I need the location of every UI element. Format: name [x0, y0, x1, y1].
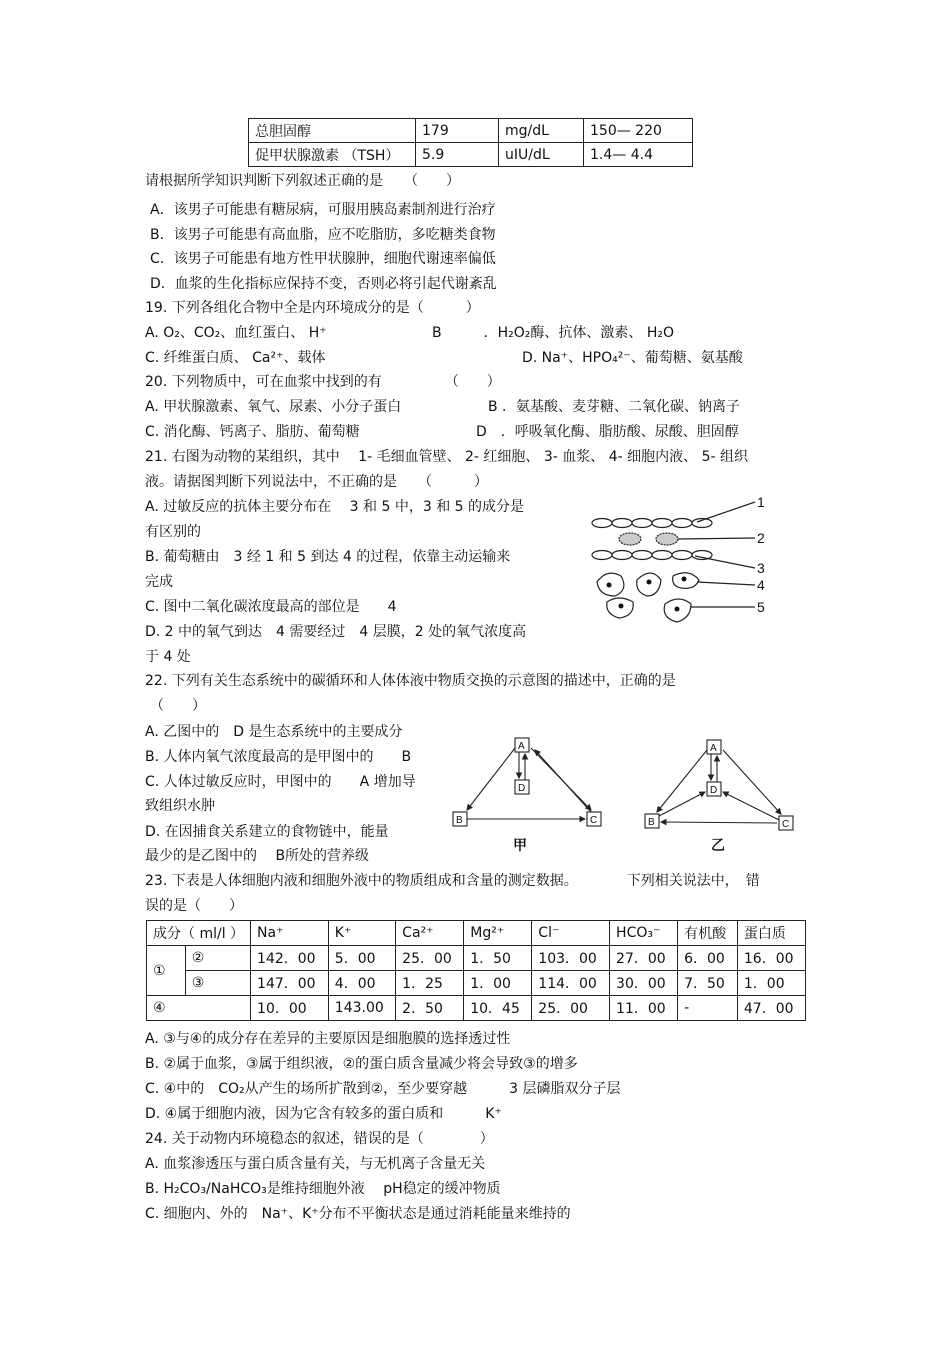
table-cell: 4．00	[328, 971, 395, 996]
table-header-cell: Ca²⁺	[396, 921, 464, 946]
capillary-wall-cell	[652, 519, 672, 528]
table-cell: 2．50	[396, 996, 464, 1021]
table-cell: 150— 220	[584, 119, 693, 143]
table-cell: 7．50	[678, 971, 738, 996]
q18-stem: 请根据所学知识判断下列叙述正确的是 （ ）	[145, 173, 460, 189]
q20-option-c: C. 消化酶、钙离子、脂肪、葡萄糖	[145, 424, 360, 440]
node-b-label: B	[456, 815, 463, 826]
exchange-diagrams	[445, 730, 815, 855]
table-cell: 1.4— 4.4	[584, 143, 693, 167]
red-blood-cell	[656, 533, 678, 545]
q21-option-d-cont: 于 4 处	[145, 649, 191, 665]
table-cell: 25．00	[532, 996, 610, 1021]
table-cell: 促甲状腺激素 （TSH）	[249, 143, 416, 167]
figure-label-2: 2	[757, 530, 765, 546]
table-row	[147, 946, 806, 971]
leader-line	[678, 538, 755, 539]
figure-label-5: 5	[757, 599, 765, 615]
capillary-wall-cell	[652, 551, 672, 560]
table-cell: 114．00	[532, 971, 610, 996]
table-row	[249, 143, 693, 167]
leader-line	[695, 556, 755, 568]
q18-option-a: A．该男子可能患有糖尿病，可服用胰岛素制剂进行治疗	[150, 202, 496, 218]
table-cell: 6．00	[678, 946, 738, 971]
table-header-cell: HCO₃⁻	[610, 921, 678, 946]
capillary-wall-cell	[592, 551, 612, 560]
table-header-cell: Mg²⁺	[464, 921, 532, 946]
q24-stem: 24. 关于动物内环境稳态的叙述，错误的是（ ）	[145, 1131, 494, 1147]
q19-stem: 19. 下列各组化合物中全是内环境成分的是（ ）	[145, 300, 480, 316]
q24-option-c: C. 细胞内、外的 Na⁺、K⁺分布不平衡状态是通过消耗能量来维持的	[145, 1206, 571, 1222]
lab-results-table	[248, 118, 693, 167]
cell-nucleus	[607, 583, 612, 588]
q23-option-b: B. ②属于血浆，③属于组织液，②的蛋白质含量减少将会导致③的增多	[145, 1056, 578, 1072]
node-c-label: C	[590, 815, 598, 826]
q21-stem: 21. 右图为动物的某组织，其中 1- 毛细血管壁、 2- 红细胞、 3- 血浆、 4- 细胞内液、 5- 组织	[145, 449, 749, 465]
table-cell: 总胆固醇	[249, 119, 416, 143]
q22-stem-cont: （ ）	[150, 698, 206, 714]
capillary-wall-cell	[592, 519, 612, 528]
capillary-wall-cell	[632, 551, 652, 560]
capillary-wall-cell	[632, 519, 652, 528]
q21-option-b-cont: 完成	[145, 574, 173, 590]
arrow	[659, 792, 705, 816]
table-cell: 27．00	[610, 946, 678, 971]
row-label: ①	[147, 946, 186, 996]
table-cell: 30．00	[610, 971, 678, 996]
table-cell: 5.9	[416, 143, 499, 167]
cell-nucleus	[647, 580, 652, 585]
q24-option-b: B. H₂CO₃/NaHCO₃是维持细胞外液 pH稳定的缓冲物质	[145, 1181, 501, 1197]
q19-option-d: D. Na⁺、HPO₄²⁻、葡萄糖、氨基酸	[522, 350, 743, 366]
table-cell: 103．00	[532, 946, 610, 971]
q20-option-d: D ．呼吸氧化酶、脂肪酸、尿酸、胆固醇	[476, 424, 739, 440]
q20-option-a: A. 甲状腺激素、氧气、尿素、小分子蛋白	[145, 399, 402, 415]
table-cell: 47．00	[737, 996, 805, 1021]
table-cell: -	[678, 996, 738, 1021]
q23-stem: 23. 下表是人体细胞内液和细胞外液中的物质组成和含量的测定数据。 下列相关说法中， 错	[145, 873, 760, 889]
tissue-cell	[637, 573, 661, 596]
table-header-cell: 有机酸	[678, 921, 738, 946]
cell-nucleus	[619, 604, 624, 609]
table-cell: 143.00	[328, 996, 395, 1021]
arrow	[535, 750, 591, 812]
cell-nucleus	[675, 607, 680, 612]
table-cell: 1．00	[737, 971, 805, 996]
table-cell: 142．00	[251, 946, 329, 971]
diagram-jia	[453, 738, 601, 826]
cell-nucleus	[682, 577, 687, 582]
q22-option-d-cont: 最少的是乙图中的 B所处的营养级	[145, 848, 370, 864]
q21-option-a: A. 过敏反应的抗体主要分布在 3 和 5 中，3 和 5 的成分是	[145, 499, 525, 515]
q21-option-c: C. 图中二氧化碳浓度最高的部位是 4	[145, 599, 397, 615]
table-cell: 10．00	[251, 996, 329, 1021]
table-header-cell: 蛋白质	[737, 921, 805, 946]
figure-label-1: 1	[757, 494, 765, 510]
q22-option-d: D. 在因捕食关系建立的食物链中，能量	[145, 824, 389, 840]
leader-line	[697, 502, 755, 522]
q22-stem: 22. 下列有关生态系统中的碳循环和人体体液中物质交换的示意图的描述中，正确的是	[145, 673, 676, 689]
table-header-cell: Na⁺	[251, 921, 329, 946]
table-cell: uIU/dL	[499, 143, 584, 167]
q18-option-b: B．该男子可能患有高血脂，应不吃脂肪，多吃糖类食物	[150, 227, 496, 243]
q22-option-b: B. 人体内氧气浓度最高的是甲图中的 B	[145, 749, 412, 765]
q22-option-c-cont: 致组织水肿	[145, 798, 215, 814]
table-cell: 11．00	[610, 996, 678, 1021]
figure-label-4: 4	[757, 577, 765, 593]
table-cell: mg/dL	[499, 119, 584, 143]
tissue-diagram	[585, 490, 775, 630]
arrow	[723, 792, 779, 820]
capillary-wall-cell	[612, 519, 632, 528]
table-cell: 147．00	[251, 971, 329, 996]
red-blood-cell	[619, 533, 641, 545]
table-header-cell: Cl⁻	[532, 921, 610, 946]
q20-stem: 20. 下列物质中，可在血浆中找到的有 （ ）	[145, 374, 501, 390]
q22-option-c: C. 人体过敏反应时，甲图中的 A 增加导	[145, 774, 416, 790]
arrow	[467, 748, 515, 810]
table-cell: 25．00	[396, 946, 464, 971]
diagram-yi	[645, 740, 793, 830]
capillary-wall-cell	[672, 551, 692, 560]
arrow	[723, 750, 781, 814]
node-d-label: D	[518, 783, 526, 794]
table-row	[147, 971, 806, 996]
node-b-label: B	[648, 817, 655, 828]
q19-option-b: B ．H₂O₂酶、抗体、激素、 H₂O	[432, 325, 674, 341]
table-row	[249, 119, 693, 143]
q23-option-a: A. ③与④的成分存在差异的主要原因是细胞膜的选择透过性	[145, 1031, 511, 1047]
q24-option-a: A. 血浆渗透压与蛋白质含量有关，与无机离子含量无关	[145, 1156, 486, 1172]
q23-option-d: D. ④属于细胞内液，因为它含有较多的蛋白质和 K⁺	[145, 1106, 502, 1122]
table-header-row	[147, 921, 806, 946]
capillary-wall-cell	[612, 551, 632, 560]
table-cell: 5．00	[328, 946, 395, 971]
table-header-cell: 成分（ ml/l ）	[147, 921, 251, 946]
q19-option-a: A. O₂、CO₂、血红蛋白、 H⁺	[145, 325, 327, 341]
table-row	[147, 996, 806, 1021]
q21-option-d: D. 2 中的氧气到达 4 需要经过 4 层膜，2 处的氧气浓度高	[145, 624, 527, 640]
figure-label-3: 3	[757, 560, 765, 576]
q23-option-c: C. ④中的 CO₂从产生的场所扩散到②，至少要穿越 3 层磷脂双分子层	[145, 1081, 621, 1097]
table-header-cell: K⁺	[328, 921, 395, 946]
q21-option-a-cont: 有区别的	[145, 524, 201, 540]
capillary-wall-cell	[672, 519, 692, 528]
diagram-yi-title: 乙	[711, 838, 725, 854]
row-sublabel: ②	[185, 946, 250, 971]
q18-option-d: D．血浆的生化指标应保持不变，否则必将引起代谢紊乱	[150, 276, 497, 292]
q22-option-a: A. 乙图中的 D 是生态系统中的主要成分	[145, 724, 403, 740]
arrow	[661, 822, 777, 823]
q21-option-b: B. 葡萄糖由 3 经 1 和 5 到达 4 的过程，依靠主动运输来	[145, 549, 511, 565]
q19-option-c: C. 纤维蛋白质、 Ca²⁺、载体	[145, 350, 326, 366]
node-d-label: D	[710, 785, 718, 796]
table-cell: 1．00	[464, 971, 532, 996]
table-cell: 16．00	[737, 946, 805, 971]
node-a-label: A	[518, 741, 525, 752]
fluid-composition-table	[146, 920, 806, 1021]
table-cell: 1．50	[464, 946, 532, 971]
q21-stem-cont: 液。请据图判断下列说法中，不正确的是 （ ）	[145, 474, 488, 490]
q23-stem-cont: 误的是（ ）	[145, 898, 243, 914]
q18-option-c: C．该男子可能患有地方性甲状腺肿，细胞代谢速率偏低	[150, 251, 496, 267]
table-cell: 10．45	[464, 996, 532, 1021]
table-cell: 179	[416, 119, 499, 143]
node-a-label: A	[710, 743, 717, 754]
diagram-jia-title: 甲	[513, 838, 527, 854]
arrow	[657, 750, 707, 812]
leader-line	[697, 582, 755, 585]
table-cell: 1．25	[396, 971, 464, 996]
q20-option-b: B ．氨基酸、麦芽糖、二氧化碳、钠离子	[488, 399, 741, 415]
node-c-label: C	[782, 819, 790, 830]
row-label: ④	[147, 996, 251, 1021]
row-sublabel: ③	[185, 971, 250, 996]
capillary-wall-cell	[692, 551, 712, 560]
